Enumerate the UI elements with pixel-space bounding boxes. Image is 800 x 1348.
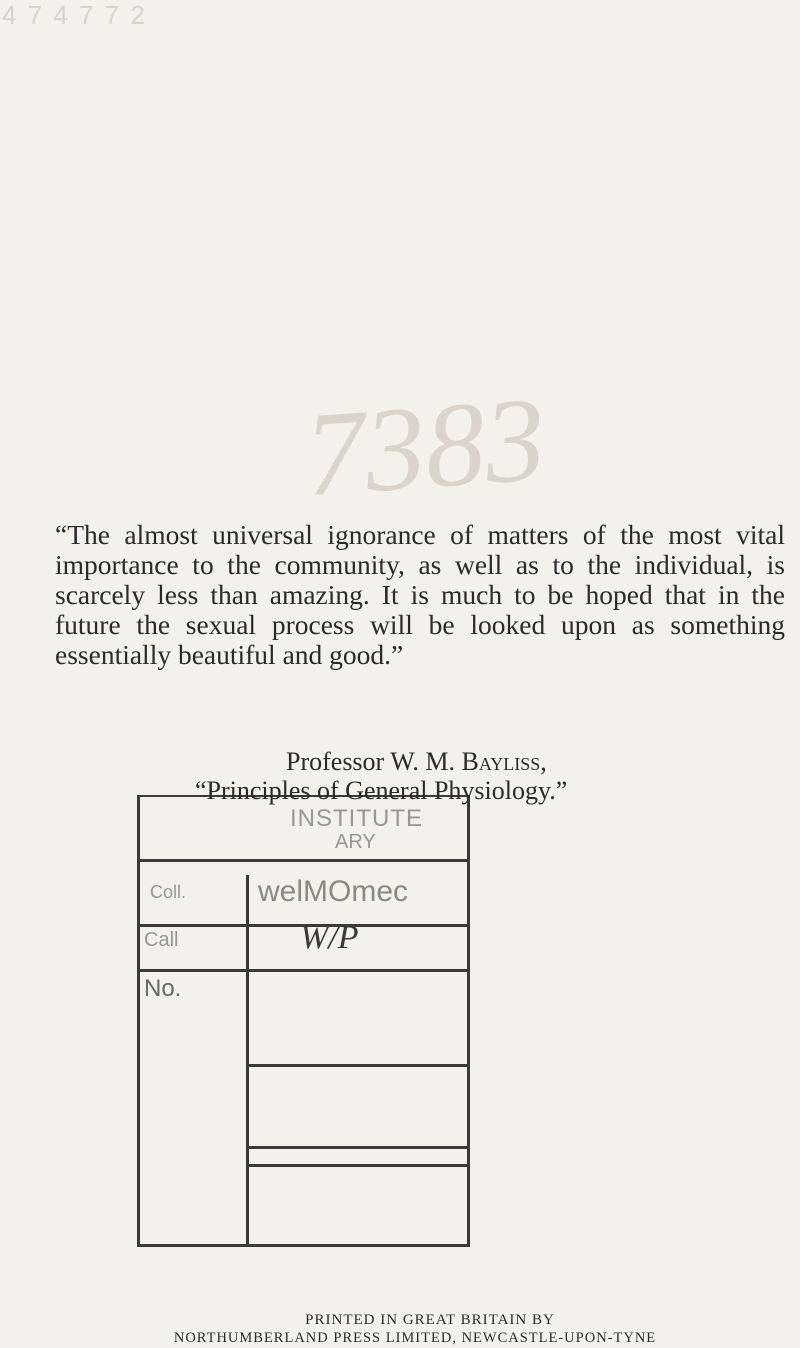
attribution-author: [286, 747, 547, 777]
handwritten-number: 7383: [300, 371, 550, 522]
stamp-institute: INSTITUTE: [290, 805, 423, 832]
author-prefix: Professor W. M.: [286, 747, 456, 776]
colophon-line-2: NORTHUMBERLAND PRESS LIMITED, NEWCASTLE-UPON-TYNE: [173, 1330, 657, 1346]
attribution-work: “Principles of General Physiology.”: [195, 776, 568, 805]
stamp-column-divider: [246, 875, 249, 1244]
library-stamp: [137, 795, 470, 1247]
stamp-blank-row-1: [246, 969, 467, 1067]
stamp-coll-label: Coll.: [150, 882, 187, 902]
stamp-library: ARY: [335, 831, 376, 853]
stamp-no-label: No.: [144, 975, 182, 1002]
quote-text: “The almost universal ignorance of matters of the most vital importance to the community, as well as to the individual, is scarcely less than amazing. It is much to be hoped that in the future the sexual process will be looked upon as something essentially beautiful and good.”: [55, 519, 785, 670]
stamp-call-value: W/P: [300, 919, 359, 956]
stamp-coll-value: welMOmec: [258, 875, 409, 908]
epigraph-quote: [55, 520, 785, 670]
stamp-blank-row-3: [246, 1146, 467, 1167]
stamp-blank-row-2: [246, 1064, 467, 1149]
pencil-shelf-mark: 4 7 4 7 7 2: [2, 0, 147, 30]
stamp-call-label: Call: [144, 929, 179, 951]
colophon-line-1: PRINTED IN GREAT BRITAIN BY: [305, 1312, 555, 1328]
author-surname: Bayliss,: [461, 747, 547, 776]
